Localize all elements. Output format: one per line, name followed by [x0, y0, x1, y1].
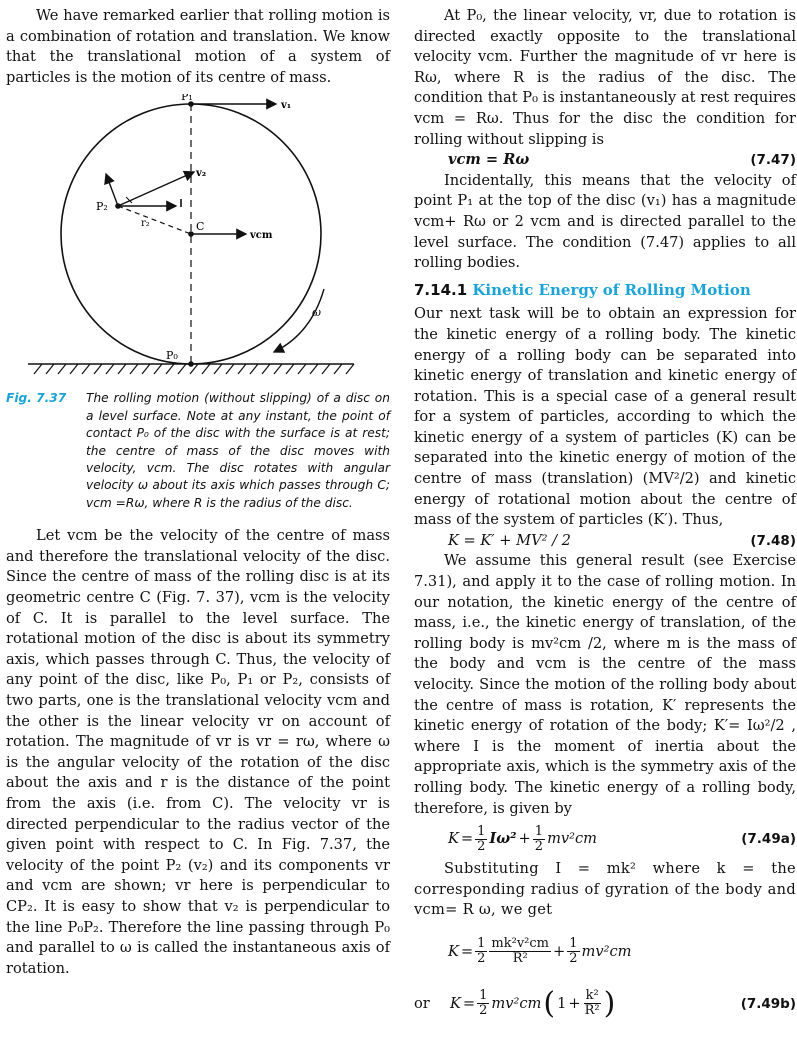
label-p1: P₁ [181, 94, 193, 104]
eq748-number: (7.48) [750, 532, 796, 549]
section-number: 7.14.1 [414, 280, 468, 299]
paragraph-p0-velocity: At P₀, the linear velocity, vr, due to rotation is directed exactly opposite to the translational velocity vcm. Further the magnitude of vr here is Rω, where R is the radius of the disc. The condition that P₀ is instantaneously at rest requires vcm = Rω. Thus for the disc the condition for rolling without slipping is [414, 7, 796, 148]
disc-diagram [6, 94, 390, 384]
caption-text: The rolling motion (without slipping) of a disc on a level surface. Note at any instant, the point of contact P₀ of the disc with the surface is at rest; the centre of mass of the disc moves with velocity, vcm. The disc rotates with angular velocity ω about its axis which passes through C; vcm =Rω, where R is the radius of the disc. [86, 391, 390, 510]
equation-substituted [414, 927, 796, 977]
equation-7-48 [414, 531, 796, 552]
label-omega: ω [312, 306, 321, 320]
intro-paragraph: We have remarked earlier that rolling motion is a combination of rotation and translation. We know that the translational motion of a system of particles is the motion of its centre of mass. [6, 7, 390, 86]
eq749b-number: (7.49b) [740, 995, 796, 1012]
paragraph-incidentally: Incidentally, this means that the velocity of point P₁ at the top of the disc (v₁) has a magnitude vcm+ Rω or 2 vcm and is directed parallel to the level surface. The condition (7.47) applies to all rolling bodies. [414, 171, 796, 272]
equation-7-49b [414, 977, 796, 1031]
label-v2: v₂ [196, 168, 207, 180]
caption-label: Fig. 7.37 [6, 391, 67, 406]
label-v1: v₁ [281, 100, 292, 112]
eq-substituted-expression: K = $\frac{1}{2}$ $\frac{\text{mk²v²cm}}{\text{R²}}$ + $\frac{1}{2}$ mv²cm [448, 936, 632, 967]
label-p2: P₂ [96, 200, 108, 214]
section-heading [414, 280, 796, 301]
omega-arc [274, 289, 324, 352]
left-column [6, 6, 390, 979]
eq749a-expression: K = $\frac{1}{2}$ Iω² + $\frac{1}{2}$ mv²cm [448, 823, 598, 854]
rolling-disc-figure [6, 94, 390, 384]
eq747-number: (7.47) [750, 152, 796, 169]
eq747-expression: vcm = Rω [448, 151, 530, 169]
paragraph-assume: We assume this general result (see Exercise 7.31), and apply it to the case of rolling motion. In our notation, the kinetic energy of the centre of mass, i.e., the kinetic energy of translation, of the rolling body is mv²cm /2, where m is the mass of the body and vcm is the centre of the mass velocity. Since the motion of the rolling body about the centre of mass is rotation, K′ represents the kinetic energy of rotation of the body; K′= Iω²/2 , where I is the moment of inertia about the appropriate axis, which is the symmetry axis of the rolling body. The kinetic energy of a rolling body, therefore, is given by [414, 552, 796, 817]
figure-caption [6, 390, 390, 512]
r2-line [118, 206, 191, 234]
label-r2: r₂ [141, 218, 150, 230]
eq749b-expression: or K = $\frac{1}{2}$ mv²cm ( 1 + $\frac{\text{k²}}{\text{R²}}$ ) [414, 985, 616, 1021]
paragraph-substituting: Substituting I = mk² where k = the corresponding radius of gyration of the body and vcm= R ω, we get [414, 860, 796, 919]
equation-7-49a [414, 819, 796, 859]
section-title: Kinetic Energy of Rolling Motion [472, 280, 751, 299]
label-vcm: vcm [250, 230, 273, 242]
ground-hatching [34, 364, 354, 374]
point-p0 [188, 362, 194, 368]
paragraph-kinetic-energy: Our next task will be to obtain an expression for the kinetic energy of a rolling body. The kinetic energy of a rolling body can be separated into kinetic energy of translation and kinetic energy of rotation. This is a special case of a general result for a system of particles, according to which the kinetic energy of a system of particles (K) can be separated into the kinetic energy of motion of the centre of mass (translation) (MV²/2) and kinetic energy of rotational motion about the centre of mass of the system of particles (K′). Thus, [414, 305, 796, 529]
eq748-expression: K = K′ + MV² / 2 [448, 531, 571, 549]
eq749a-number: (7.49a) [741, 830, 796, 847]
label-c: C [196, 220, 205, 234]
label-p0: P₀ [166, 349, 178, 363]
equation-7-47 [414, 150, 796, 171]
left-body-paragraph: Let vcm be the velocity of the centre of mass and therefore the translational velocity of the disc. Since the centre of mass of the rolling disc is at its geometric centre C (Fig. 7. 37), vcm is the velocity of C. It is parallel to the level surface. The rotational motion of the disc is about its symmetry axis, which passes through C. Thus, the velocity of any point of the disc, like P₀, P₁ or P₂, consists of two parts, one is the translational velocity vcm and the other is the linear velocity vr on account of rotation. The magnitude of vr is vr = rω, where ω is the angular velocity of the rotation of the disc about the axis and r is the distance of the point from the axis (i.e. from C). The velocity vr is directed perpendicular to the radius vector of the given point with respect to C. In Fig. 7.37, the velocity of the point P₂ (v₂) and its components vr and vcm are shown; vr here is perpendicular to CP₂. It is easy to show that v₂ is perpendicular to the line P₀P₂. Therefore the line passing through P₀ and parallel to ω is called the instantaneous axis of rotation. [6, 527, 390, 977]
right-column [414, 6, 796, 1031]
